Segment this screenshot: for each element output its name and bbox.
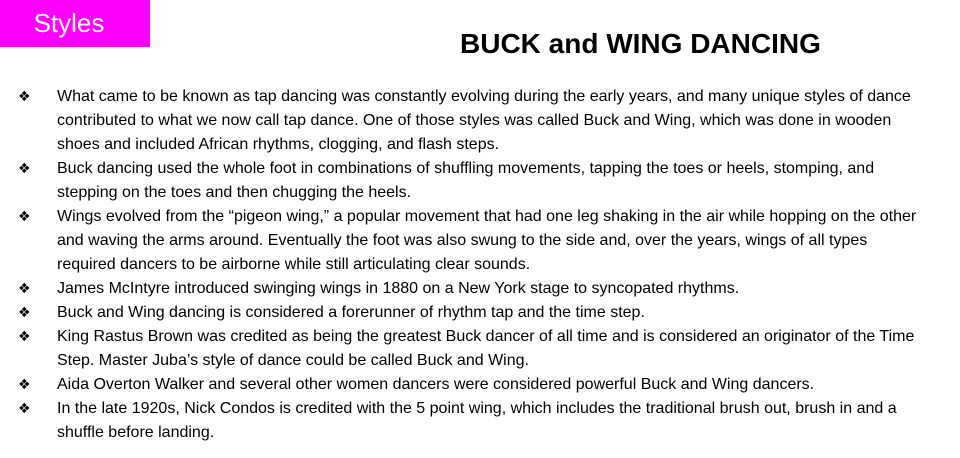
- diamond-bullet-icon: ❖: [18, 281, 31, 297]
- diamond-bullet-icon: ❖: [18, 329, 31, 345]
- page-title: BUCK and WING DANCING: [460, 28, 821, 59]
- diamond-bullet-icon: ❖: [18, 209, 31, 225]
- bullet-text: Wings evolved from the “pigeon wing,” a popular movement that had one leg shaking in the air while hopping on the other and waving the arms around. Eventually the foot was also swung to the side and, over the years, wings of all types required dancers to be airborne while still articulating clear sounds.: [57, 208, 917, 273]
- list-item: [0, 277, 930, 301]
- diamond-bullet-icon: ❖: [18, 89, 31, 105]
- diamond-bullet-icon: ❖: [18, 377, 31, 393]
- bullet-text: Buck dancing used the whole foot in combinations of shuffling movements, tapping the toes or heels, stomping, and stepping on the toes and then chugging the heels.: [57, 160, 875, 201]
- list-item: [0, 373, 930, 397]
- bullet-text: In the late 1920s, Nick Condos is credited with the 5 point wing, which includes the traditional brush out, brush in and a shuffle before landing.: [57, 400, 897, 441]
- section-tag: Styles: [0, 0, 150, 47]
- list-item: [0, 301, 930, 325]
- diamond-bullet-icon: ❖: [18, 401, 31, 417]
- list-item: [0, 397, 930, 445]
- bullet-text: What came to be known as tap dancing was constantly evolving during the early years, and many unique styles of dance contributed to what we now call tap dance. One of those styles was called Buck and Wing, which was done in wooden shoes and included African rhythms, clogging, and flash steps.: [57, 88, 911, 153]
- bullet-list: [0, 85, 930, 445]
- bullet-text: Aida Overton Walker and several other women dancers were considered powerful Buck and Wing dancers.: [57, 376, 815, 393]
- bullet-text: King Rastus Brown was credited as being the greatest Buck dancer of all time and is considered an originator of the Time Step. Master Juba’s style of dance could be called Buck and Wing.: [57, 328, 915, 369]
- list-item: [0, 325, 930, 373]
- bullet-text: James McIntyre introduced swinging wings in 1880 on a New York stage to syncopated rhythms.: [57, 280, 740, 297]
- list-item: [0, 205, 930, 277]
- diamond-bullet-icon: ❖: [18, 161, 31, 177]
- diamond-bullet-icon: ❖: [18, 305, 31, 321]
- bullet-text: Buck and Wing dancing is considered a forerunner of rhythm tap and the time step.: [57, 304, 645, 321]
- list-item: [0, 85, 930, 157]
- list-item: [0, 157, 930, 205]
